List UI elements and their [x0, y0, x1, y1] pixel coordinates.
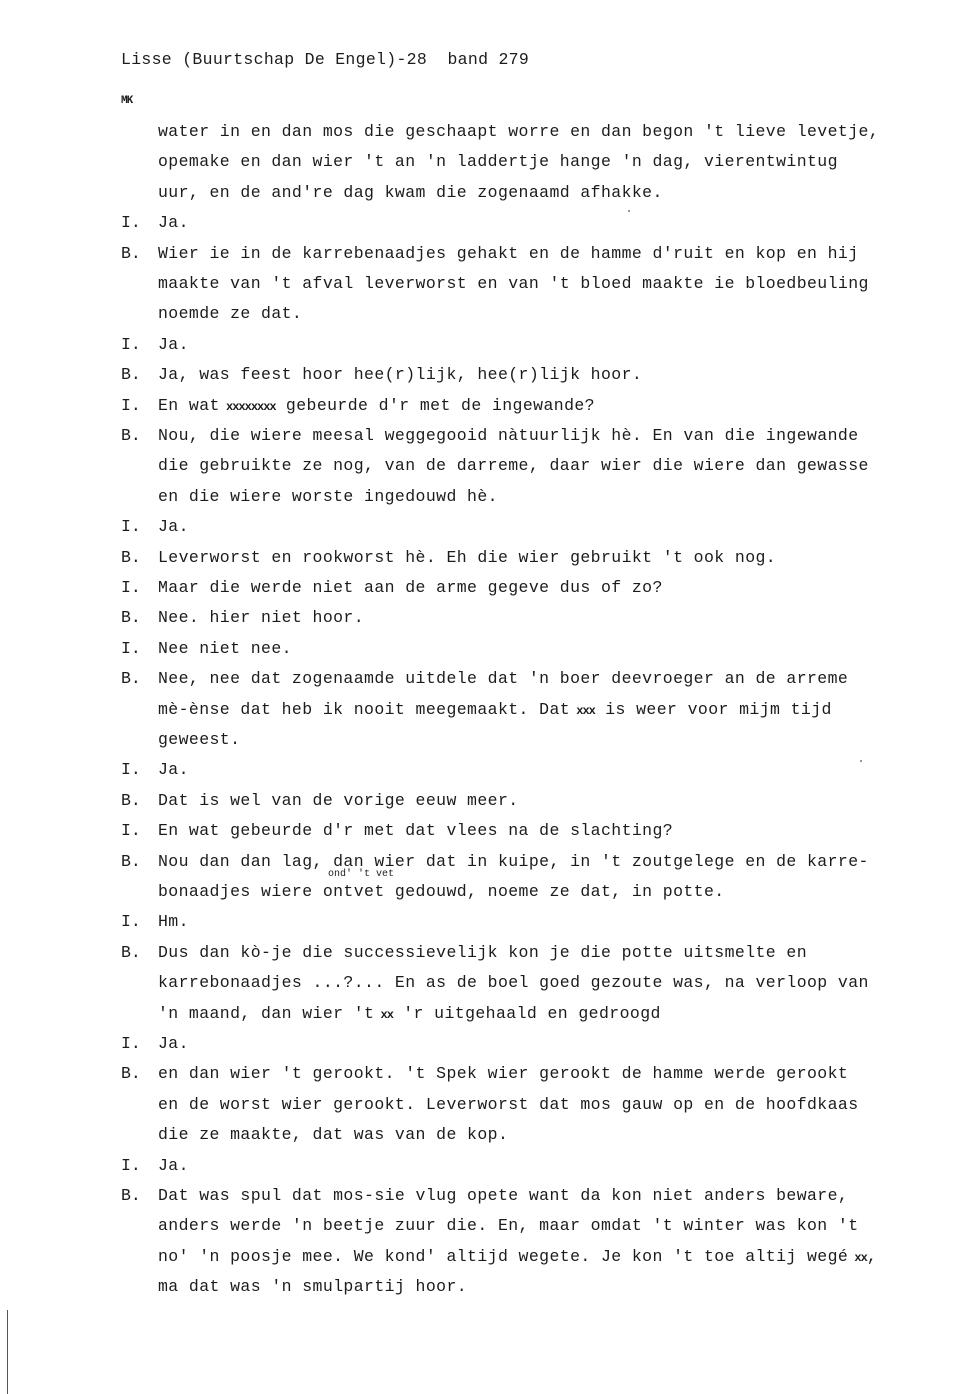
transcript-line	[158, 760, 189, 779]
handwritten-note: ond' 't vet	[328, 869, 395, 880]
speaker-label: I.	[121, 1034, 141, 1053]
line-text: Ja, was feest hoor hee(r)lijk, hee(r)lijk hoor.	[158, 365, 643, 385]
line-text: water in en dan mos die geschaapt worre en dan begon 't lieve levetje,	[158, 122, 880, 141]
line-text: Hm.	[158, 912, 189, 932]
transcript-line	[158, 791, 519, 810]
line-text: ma dat was 'n smulpartij hoor.	[158, 1277, 468, 1297]
line-text: en de worst wier gerookt. Leverworst dat mos gauw op en de hoofdkaas	[158, 1094, 859, 1114]
line-text: Dus dan kò-je die successievelijk kon je die potte uitsmelte en	[158, 942, 808, 962]
speaker-label: I.	[121, 638, 141, 658]
line-text: no' 'n poosje mee. We kond' altijd wegete. Je kon 't toe altij wegé	[158, 1246, 849, 1266]
transcript-line	[158, 396, 595, 415]
line-text: Ja.	[158, 760, 189, 780]
transcript-line	[158, 456, 869, 475]
transcript-line	[158, 213, 189, 232]
line-text: noemde ze dat.	[158, 304, 303, 324]
transcript-line	[158, 1277, 467, 1296]
transcript-line	[158, 943, 807, 962]
line-text: Leverworst en rookworst hè. Eh die wier gebruikt 't ook nog.	[158, 547, 777, 567]
line-text: Ja.	[158, 334, 189, 354]
line-text-after: ,	[866, 1246, 878, 1266]
transcript-line	[158, 335, 189, 354]
transcript-line	[158, 669, 848, 688]
speaker-label: B.	[121, 851, 141, 871]
line-text-after: is weer voor mijm tijd	[594, 699, 832, 719]
line-text: Nee, nee dat zogenaamde uitdele dat 'n boer deevroeger an de arreme	[158, 669, 849, 689]
overstruck-text: xx	[374, 1007, 393, 1022]
speaker-label: I.	[121, 517, 141, 537]
transcript-line	[158, 1247, 877, 1266]
line-text: Dat is wel van de vorige eeuw meer.	[158, 790, 519, 810]
line-text: opemake en dan wier 't an 'n laddertje hange 'n dag, vierentwintug	[158, 152, 838, 172]
transcript-line	[158, 183, 663, 202]
transcript-line	[158, 122, 879, 141]
line-text: Nou dan dan lag, dan wier dat in kuipe, in 't zoutgelege en de karre-	[158, 851, 869, 871]
overstruck-text: xxxxxxxx	[219, 399, 276, 414]
transcript-line	[158, 700, 832, 719]
line-text: geweest.	[158, 730, 241, 749]
header-title: Lisse (Buurtschap De Engel)-28	[121, 50, 428, 69]
line-text: Wier ie in de karrebenaadjes gehakt en de hamme d'ruit en kop en hij	[158, 243, 859, 263]
transcript-line	[158, 1216, 859, 1235]
page-header	[121, 50, 529, 69]
transcript-line	[158, 517, 189, 536]
line-text: Ja.	[158, 517, 189, 537]
line-text: 'n maand, dan wier 't	[158, 1003, 375, 1023]
speaker-label: B.	[121, 426, 141, 445]
transcript-line	[158, 548, 776, 567]
line-text-after: 'r uitgehaald en gedroogd	[392, 1003, 661, 1023]
speaker-label: B.	[121, 608, 141, 628]
line-text: en die wiere worste ingedouwd hè.	[158, 486, 498, 506]
transcript-line	[158, 487, 498, 506]
line-text-after: gebeurde d'r met de ingewande?	[275, 395, 595, 415]
transcript-line	[158, 244, 859, 263]
header-band: band 279	[447, 50, 530, 69]
transcript-line	[158, 1004, 661, 1023]
line-text: mè-ènse dat heb ik nooit meegemaakt. Dat	[158, 699, 571, 719]
crossed-out-mark: MK	[121, 95, 133, 107]
transcript-line	[158, 821, 673, 840]
speaker-label: B.	[121, 547, 141, 567]
line-text: en dan wier 't gerookt. 't Spek wier gerookt de hamme werde gerookt	[158, 1064, 849, 1084]
transcript-line	[158, 608, 364, 627]
line-text: die ze maakte, dat was van de kop.	[158, 1125, 509, 1145]
speck	[860, 760, 862, 762]
speaker-label: B.	[121, 790, 141, 810]
overstruck-text: xx	[848, 1250, 867, 1265]
transcript-line	[158, 1125, 508, 1144]
transcript-line	[158, 1095, 859, 1114]
transcript-line	[158, 1064, 848, 1083]
speaker-label: I.	[121, 1155, 141, 1175]
line-text: Dat was spul dat mos-sie vlug opete want da kon niet anders beware,	[158, 1186, 849, 1205]
transcript-line	[158, 304, 302, 323]
transcript-line	[158, 365, 642, 384]
speaker-label: I.	[121, 578, 141, 597]
transcript-line	[158, 912, 189, 931]
overstruck-text: xxx	[570, 703, 595, 718]
speck	[628, 210, 630, 212]
line-text: Nou, die wiere meesal weggegooid nàtuurlijk hè. En van die ingewande	[158, 426, 859, 445]
speaker-label: B.	[121, 365, 141, 385]
transcript-line	[158, 882, 725, 901]
line-text: die gebruikte ze nog, van de darreme, daar wier die wiere dan gewasse	[158, 456, 869, 476]
line-text: bonaadjes wiere ontvet gedouwd, noeme ze dat, in potte.	[158, 882, 725, 901]
speaker-label: I.	[121, 213, 141, 233]
speaker-label: B.	[121, 1186, 141, 1205]
line-text: Ja.	[158, 1034, 189, 1053]
transcript-line	[158, 578, 663, 597]
transcript-line	[158, 730, 240, 749]
line-text: Nee. hier niet hoor.	[158, 608, 365, 628]
speaker-label: B.	[121, 1064, 141, 1084]
transcript-line	[158, 274, 869, 293]
line-text: anders werde 'n beetje zuur die. En, maar omdat 't winter was kon 't	[158, 1216, 859, 1236]
line-text: En wat gebeurde d'r met dat vlees na de slachting?	[158, 821, 674, 841]
line-text: maakte van 't afval leverworst en van 't bloed maakte ie bloedbeuling	[158, 274, 869, 293]
transcript-line	[158, 152, 838, 171]
line-text: karrebonaadjes ...?... En as de boel goed gezoute was, na verloop van	[158, 973, 869, 993]
transcript-line	[158, 1034, 189, 1053]
margin-line	[7, 1310, 8, 1394]
line-text: uur, en de and're dag kwam die zogenaamd afhakke.	[158, 182, 663, 202]
line-text: Nee niet nee.	[158, 638, 292, 658]
transcript-line	[158, 639, 292, 658]
transcript-line	[158, 1186, 848, 1205]
line-text: En wat	[158, 395, 220, 415]
speaker-label: I.	[121, 395, 141, 415]
line-text: Ja.	[158, 1155, 189, 1175]
speaker-label: I.	[121, 334, 141, 354]
speaker-label: I.	[121, 821, 141, 841]
transcript-line	[158, 973, 869, 992]
speaker-label: I.	[121, 760, 141, 780]
speaker-label: B.	[121, 669, 141, 689]
transcript-line	[158, 426, 859, 445]
line-text: Maar die werde niet aan de arme gegeve dus of zo?	[158, 578, 663, 597]
speaker-label: B.	[121, 942, 141, 962]
transcript-line	[158, 1156, 189, 1175]
transcript-line	[158, 852, 869, 871]
speaker-label: I.	[121, 912, 141, 932]
speaker-label: B.	[121, 243, 141, 263]
line-text: Ja.	[158, 213, 189, 233]
